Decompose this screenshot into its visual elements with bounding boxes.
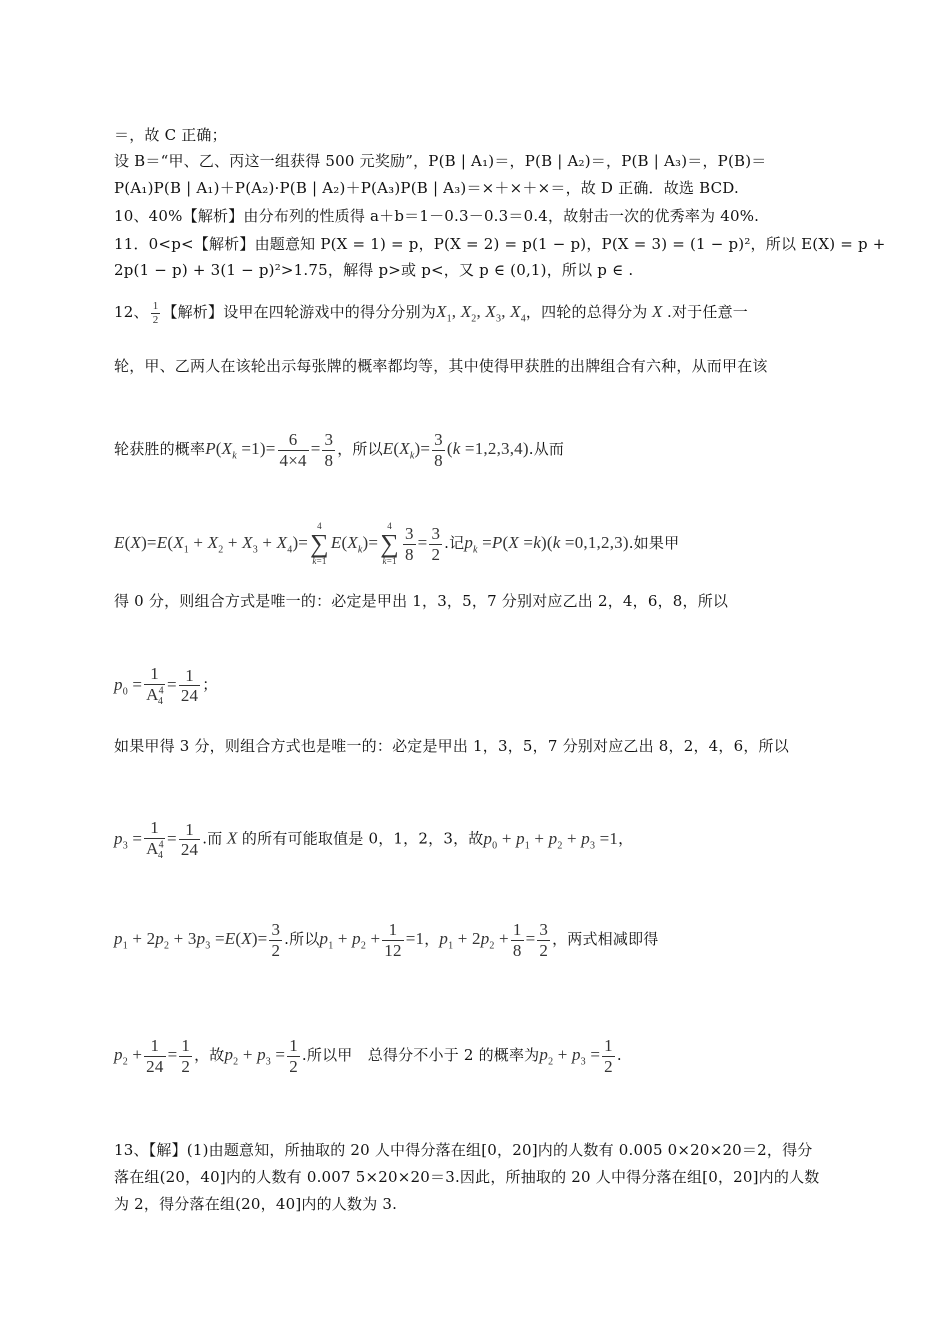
text-line-q12-header <box>114 300 850 330</box>
formula-pk-definition: $p_k =P(X =k)(k =0,1,2,3)$ <box>464 532 629 556</box>
formula-expectation-sum: $E(X)=E(X_1 + X_2 + X_3 + X_4)=$ 4 ∑ k=1 $E(X_k)=$ 4 ∑ k=1 $\frac{3}{8}$ = $\frac{3}{2}$ <box>114 521 441 566</box>
formula-weighted-sum: $p_1 + 2p_2 + 3p_3 =E(X)=$ $\frac{3}{2}$ <box>114 920 281 960</box>
formula-p2-plus-p3: $p_2 + p_3$ = $\frac{1}{2}$ <box>224 1036 298 1076</box>
text-line-score-zero: 得 0 分，则组合方式是唯一的：必定是甲出 1，3，5，7 分别对应乙出 2，4，6，8，所以 <box>114 592 729 610</box>
possible-values-text: 的所有可能取值是 0，1，2，3，故 <box>241 829 484 848</box>
conclusion-period: . <box>616 1045 622 1064</box>
win-probability-thus: .从而 <box>528 439 565 458</box>
q12-answer-fraction: $\frac{1}{2}$ <box>152 300 159 326</box>
text-line-q10: 10、40%【解析】由分布列的性质得 a＋b＝1－0.3－0.3＝0.4，故射击一次的优秀率为 40%. <box>114 207 760 225</box>
text-line-q13-b: 落在组(20，40]内的人数有 0.007 5×20×20＝3.因此，所抽取的 20 人中得分落在组[0，20]内的人数 <box>114 1168 820 1186</box>
text-line-c-correct: ＝，故 C 正确； <box>114 126 227 144</box>
expectation-denote: .记 <box>444 533 465 552</box>
q12-number: 12、 <box>114 303 149 322</box>
text-line-q13-c: 为 2，得分落在组(20，40]内的人数为 3. <box>114 1195 398 1213</box>
text-line-total-probability: P(A₁)P(B | A₁)＋P(A₂)·P(B | A₂)＋P(A₃)P(B | A₃)＝×＋×＋×＝，故 D 正确．故选 BCD. <box>114 179 739 197</box>
formula-e-xk: $E(X_k)=$ $\frac{3}{8}$ (k =1,2,3,4) <box>382 430 529 470</box>
text-line-p3 <box>114 818 850 861</box>
q12-total-text: ，四轮的总得分为 <box>525 303 648 322</box>
text-line-q11-a: 11．0<p<【解析】由题意知 P(X = 1) = p，P(X = 2) = p(1 − p)，P(X = 3) = (1 − p)²，所以 E(X) = p + <box>114 235 886 253</box>
formula-p-xk-equals-1: $P(X_k =1)=$ $\frac{6}{4\times 4}$ = $\frac{3}{8}$ <box>205 430 334 470</box>
q12-intro-text: 【解析】设甲在四轮游戏中的得分分别为 <box>162 303 436 322</box>
equations-comma: ， <box>424 929 440 948</box>
equations-so: .所以 <box>284 929 320 948</box>
x-symbol: X <box>226 828 238 848</box>
text-line-equations <box>114 920 850 960</box>
formula-p2-equation: $p_2$ + $\frac{1}{24}$ = $\frac{1}{2}$ <box>114 1036 191 1076</box>
p3-and: .而 <box>202 829 223 848</box>
formula-equation-one: $p_1 + p_2$ + $\frac{1}{12}$ =1 <box>319 920 425 960</box>
text-line-conclusion <box>114 1036 850 1076</box>
text-line-q11-b: 2p(1 − p) + 3(1 − p)²>1.75，解得 p>或 p<，又 p ∈ (0,1)，所以 p ∈ . <box>114 261 634 279</box>
q12-x-symbol: X <box>651 302 663 322</box>
conclusion-text: .所以甲 总得分不小于 2 的概率为 <box>301 1045 540 1064</box>
text-line-q12-rounds: 轮，甲、乙两人在该轮出示每张牌的概率都均等，其中使得甲获胜的出牌组合有六种，从而甲在该 <box>114 357 768 375</box>
p0-semicolon: ； <box>202 675 218 694</box>
p3-comma: ， <box>618 829 634 848</box>
q12-scores-formula: $X_1$, $X_2$, $X_3$, $X_4$ <box>436 302 526 325</box>
formula-p0: $p_0$ = $\frac{1}{A^4_4}$ = $\frac{1}{24}$ <box>114 664 199 707</box>
text-line-p0 <box>114 664 850 707</box>
text-line-q13-a: 13、【解】(1)由题意知，所抽取的 20 人中得分落在组[0，20]内的人数有 0.005 0×20×20＝2，得分 <box>114 1141 813 1159</box>
equations-subtract-text: ，两式相减即得 <box>552 929 659 948</box>
win-probability-label: 轮获胜的概率 <box>114 439 206 458</box>
conclusion-therefore: ，故 <box>194 1045 225 1064</box>
text-line-win-probability <box>114 430 850 470</box>
formula-p3: $p_3$ = $\frac{1}{A^4_4}$ = $\frac{1}{24}$ <box>114 818 199 861</box>
formula-sum-of-p: $p_0 + p_1 + p_2 + p_3 =1$ <box>483 828 619 852</box>
text-line-define-b: 设 B＝“甲、乙、丙这一组获得 500 元奖励”，P(B | A₁)＝，P(B | A₂)＝，P(B | A₃)＝，P(B)＝ <box>114 152 767 170</box>
q12-any-round-text: .对于任意一 <box>667 303 748 322</box>
text-line-score-three: 如果甲得 3 分，则组合方式也是唯一的：必定是甲出 1，3，5，7 分别对应乙出 8，2，4，6，所以 <box>114 737 789 755</box>
formula-final-answer: $p_2 + p_3$ = $\frac{1}{2}$ <box>539 1036 613 1076</box>
text-line-expectation <box>114 522 850 566</box>
win-probability-so: ，所以 <box>337 439 383 458</box>
expectation-if-jia: .如果甲 <box>628 533 680 552</box>
formula-equation-two: $p_1 + 2p_2$ + $\frac{1}{8}$ = $\frac{3}{2}$ <box>439 920 549 960</box>
